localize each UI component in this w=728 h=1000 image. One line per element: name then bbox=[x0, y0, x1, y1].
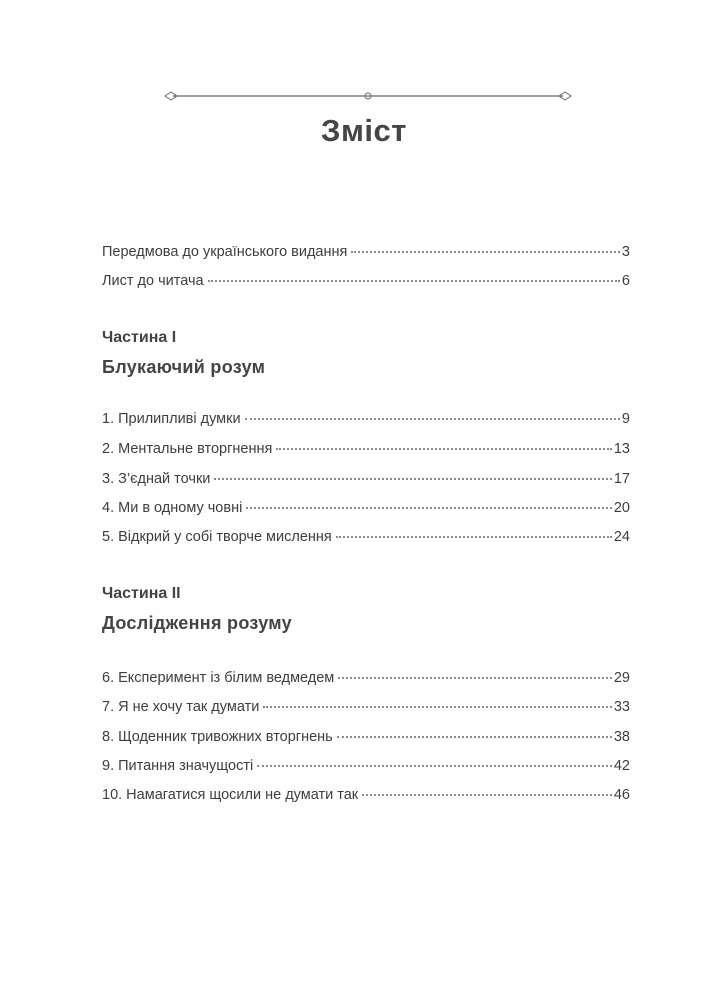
part-title: Блукаючий розум bbox=[102, 357, 266, 377]
toc-entry-page: 46 bbox=[613, 787, 630, 803]
toc-entry-page: 24 bbox=[613, 529, 630, 545]
dot-leader bbox=[245, 418, 620, 420]
dot-leader bbox=[338, 677, 612, 679]
toc-entry-label: 7. Я не хочу так думати bbox=[102, 699, 260, 715]
part-label: Частина ІІ bbox=[102, 585, 181, 602]
toc-entry-chapter[interactable] bbox=[102, 411, 630, 431]
toc-entry-label: 5. Відкрий у собі творче мислення bbox=[102, 529, 332, 545]
toc-entry-chapter[interactable] bbox=[102, 758, 630, 778]
toc-entry-label: 2. Ментальне вторгнення bbox=[102, 441, 273, 457]
dot-leader bbox=[257, 765, 612, 767]
dot-leader bbox=[263, 706, 612, 708]
dot-leader bbox=[276, 448, 612, 450]
toc-entry-chapter[interactable] bbox=[102, 787, 630, 807]
toc-entry-label: 3. З’єднай точки bbox=[102, 471, 211, 487]
part-title: Дослідження розуму bbox=[102, 613, 292, 633]
toc-entry-chapter[interactable] bbox=[102, 441, 630, 461]
toc-entry-label: 6. Експеримент із білим ведмедем bbox=[102, 670, 335, 686]
toc-entry-label: 9. Питання значущості bbox=[102, 758, 254, 774]
toc-entry-label: Передмова до українського видання bbox=[102, 244, 348, 260]
toc-entry-chapter[interactable] bbox=[102, 670, 630, 690]
toc-entry-label: 1. Прилипливі думки bbox=[102, 411, 241, 427]
toc-entry-page: 13 bbox=[613, 441, 630, 457]
toc-entry-foreword[interactable] bbox=[102, 244, 630, 264]
toc-entry-chapter[interactable] bbox=[102, 729, 630, 749]
toc-entry-label: 8. Щоденник тривожних вторгнень bbox=[102, 729, 333, 745]
part-label: Частина І bbox=[102, 329, 177, 346]
toc-entry-page: 6 bbox=[621, 273, 630, 289]
dot-leader bbox=[214, 478, 611, 480]
toc-entry-page: 29 bbox=[613, 670, 630, 686]
toc-entry-label: 4. Ми в одному човні bbox=[102, 500, 243, 516]
toc-entry-label: Лист до читача bbox=[102, 273, 204, 289]
dot-leader bbox=[208, 280, 620, 282]
toc-entry-page: 20 bbox=[613, 500, 630, 516]
toc-entry-label: 10. Намагатися щосили не думати так bbox=[102, 787, 359, 803]
toc-entry-chapter[interactable] bbox=[102, 699, 630, 719]
toc-entry-chapter[interactable] bbox=[102, 471, 630, 491]
dot-leader bbox=[351, 251, 620, 253]
toc-entry-page: 38 bbox=[613, 729, 630, 745]
dot-leader bbox=[336, 536, 612, 538]
toc-entry-page: 42 bbox=[613, 758, 630, 774]
toc-entry-chapter[interactable] bbox=[102, 500, 630, 520]
toc-entry-page: 9 bbox=[621, 411, 630, 427]
toc-entry-page: 33 bbox=[613, 699, 630, 715]
toc-entry-chapter[interactable] bbox=[102, 529, 630, 549]
dot-leader bbox=[362, 794, 612, 796]
toc-entry-page: 17 bbox=[613, 471, 630, 487]
dot-leader bbox=[246, 507, 612, 509]
page-title: Зміст bbox=[321, 113, 407, 148]
toc-entry-page: 3 bbox=[621, 244, 630, 260]
decorative-divider-ornament bbox=[163, 88, 573, 104]
toc-entry-letter[interactable] bbox=[102, 273, 630, 293]
dot-leader bbox=[337, 736, 612, 738]
